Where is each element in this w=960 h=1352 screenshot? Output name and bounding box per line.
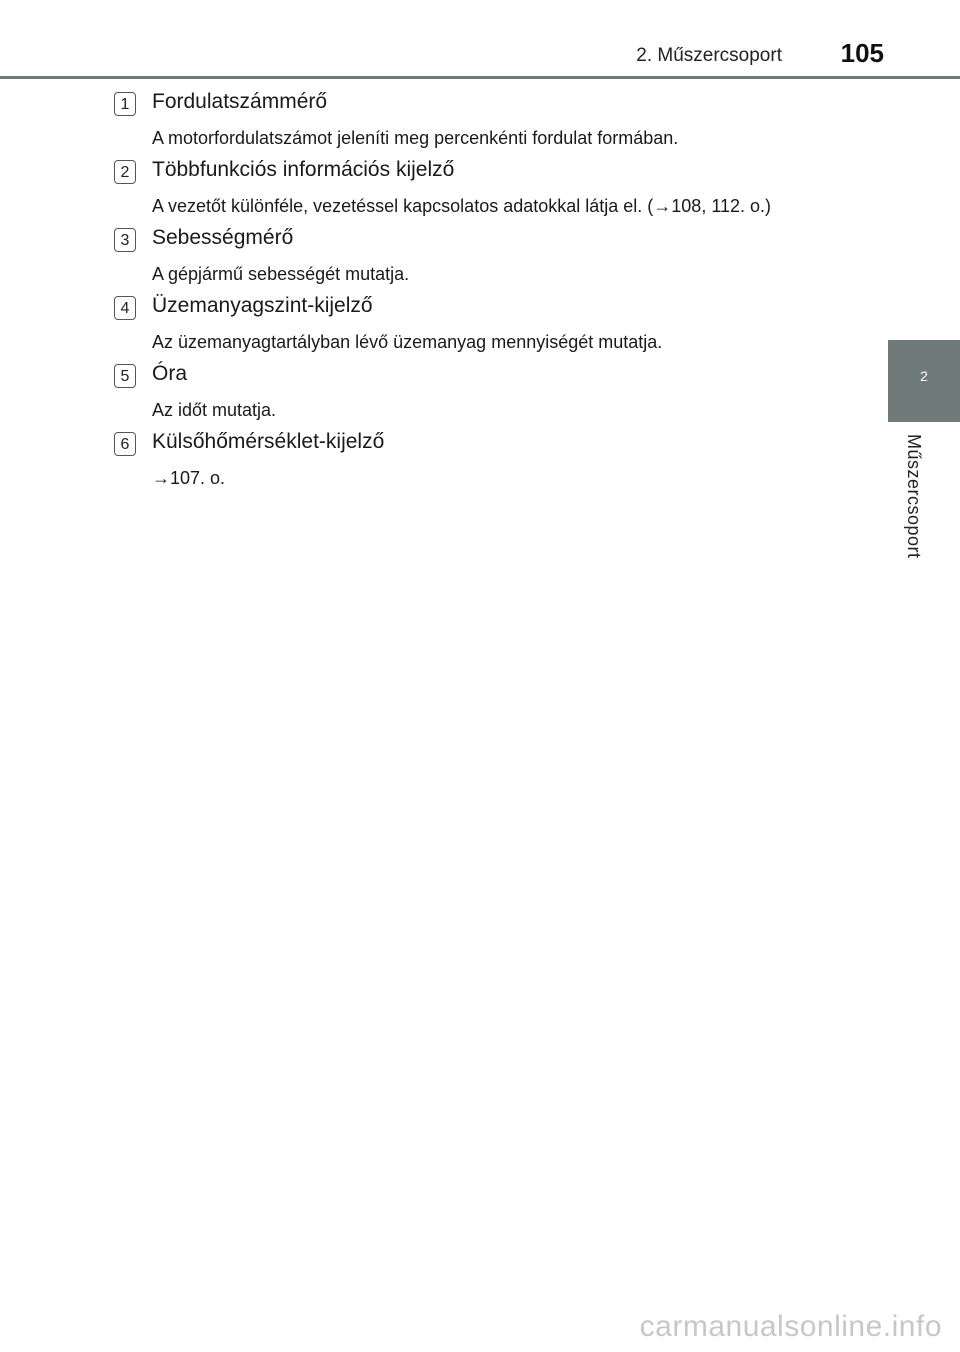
item-title: Többfunkciós információs kijelző xyxy=(152,158,455,181)
item-description: A vezetőt különféle, vezetéssel kapcsolatos adatokkal látja el. (→108, 112. o.) xyxy=(152,196,772,216)
item-number-badge: 5 xyxy=(114,364,136,388)
list-item xyxy=(0,154,880,222)
list-item xyxy=(0,222,880,290)
item-title: Üzemanyagszint-kijelző xyxy=(152,294,373,317)
item-description: Az üzemanyagtartályban lévő üzemanyag mennyiségét mutatja. xyxy=(152,332,663,352)
item-title: Óra xyxy=(152,362,188,385)
chapter-tab: 2 xyxy=(888,340,960,422)
watermark: carmanualsonline.info xyxy=(639,1310,942,1343)
item-number-badge: 3 xyxy=(114,228,136,252)
header-rule xyxy=(0,76,960,79)
chapter-label: Műszercsoport xyxy=(904,434,924,559)
item-number-badge: 6 xyxy=(114,432,136,456)
item-description: →107. o. xyxy=(152,468,226,488)
item-list xyxy=(0,86,880,494)
item-title: Fordulatszámmérő xyxy=(152,90,328,113)
item-number-badge: 2 xyxy=(114,160,136,184)
item-number-badge: 4 xyxy=(114,296,136,320)
list-item xyxy=(0,290,880,358)
list-item xyxy=(0,86,880,154)
item-title: Külsőhőmérséklet-kijelző xyxy=(152,430,385,453)
item-description: A motorfordulatszámot jeleníti meg percenkénti fordulat formában. xyxy=(152,128,679,148)
item-number-badge: 1 xyxy=(114,92,136,116)
item-title: Sebességmérő xyxy=(152,226,294,249)
page-header xyxy=(0,0,960,80)
item-description: A gépjármű sebességét mutatja. xyxy=(152,264,410,284)
section-title: 2. Műszercsoport xyxy=(636,45,782,66)
list-item xyxy=(0,358,880,426)
page-number: 105 xyxy=(840,38,884,68)
item-description: Az időt mutatja. xyxy=(152,400,277,420)
list-item xyxy=(0,426,880,494)
